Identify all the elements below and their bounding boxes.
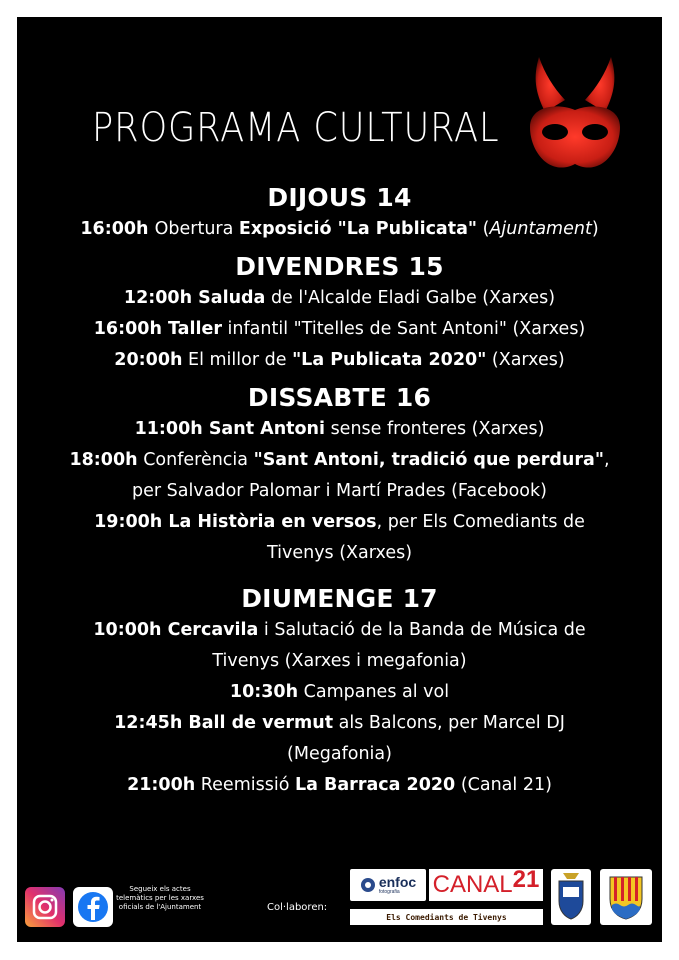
town-shield-icon [600, 869, 652, 925]
event-text: 21:00h [127, 775, 196, 795]
event-text: i Salutació de la Banda de Música de [258, 620, 586, 640]
event-line [17, 677, 662, 708]
event-text: 16:00h [80, 219, 155, 239]
event-text: 20:00h [114, 350, 183, 370]
day-block [17, 382, 662, 569]
event-text: 19:00h La Història en versos [94, 512, 377, 532]
event-line [17, 445, 662, 476]
event-line [17, 538, 662, 569]
event-text: Obertura [154, 219, 239, 239]
event-text: La Barraca 2020 [294, 775, 456, 795]
event-line [17, 345, 662, 376]
event-text: (Megafonia) [287, 744, 392, 764]
instagram-icon[interactable] [25, 887, 65, 927]
event-text: als Balcons, per Marcel DJ [333, 713, 565, 733]
day-heading: DIJOUS 14 [267, 183, 412, 212]
event-text: Tivenys (Xarxes) [266, 543, 413, 563]
event-text: infantil "Titelles de Sant Antoni" (Xarxes) [221, 319, 586, 339]
facebook-icon[interactable] [73, 887, 113, 927]
event-text: "Sant Antoni, tradició que perdura" [253, 450, 604, 470]
event-line [17, 739, 662, 770]
collab-label: Col·laboren: [267, 902, 328, 913]
event-line [17, 615, 662, 646]
event-text: , per Els Comediants de [376, 512, 585, 532]
music-band-seal-icon [551, 869, 591, 925]
event-text: 16:00h Taller [93, 319, 222, 339]
event-text: 10:00h Cercavila [93, 620, 259, 640]
event-text: sense fronteres (Xarxes) [325, 419, 545, 439]
event-text: "La Publicata 2020" [292, 350, 487, 370]
event-text: , [603, 450, 610, 470]
event-text: per Salvador Palomar i Martí Prades (Facebook) [132, 481, 547, 501]
follow-text: Segueix els actes telemàtics per les xarxes oficials de l'Ajuntament [116, 885, 204, 911]
event-line [17, 476, 662, 507]
event-text: 18:00h [69, 450, 138, 470]
event-line [17, 770, 662, 801]
event-text: 12:45h Ball de vermut [114, 713, 334, 733]
enfoc-name: enfoc [378, 874, 417, 890]
day-block [17, 583, 662, 801]
event-line [17, 507, 662, 538]
day-heading: DISSABTE 16 [247, 383, 432, 412]
event-text: El millor de [182, 350, 293, 370]
event-line [17, 314, 662, 345]
event-text: ( [477, 219, 490, 239]
day-heading: DIUMENGE 17 [241, 584, 438, 613]
event-text: 12:00h Saluda [123, 288, 266, 308]
event-text: 11:00h Sant Antoni [134, 419, 325, 439]
enfoc-logo [350, 869, 426, 901]
event-line [17, 214, 662, 245]
event-text: Conferència [137, 450, 254, 470]
enfoc-sub: fotografia [378, 889, 400, 895]
day-heading: DIVENDRES 15 [235, 252, 444, 281]
day-block [17, 182, 662, 245]
event-text: Exposició "La Publicata" [238, 219, 478, 239]
event-text: de l'Alcalde Eladi Galbe (Xarxes) [265, 288, 556, 308]
devil-mask-icon [525, 52, 625, 182]
day-block [17, 251, 662, 376]
event-text: Reemissió [195, 775, 295, 795]
poster [17, 17, 662, 942]
comediants-name: Els Comediants de Tivenys [386, 912, 507, 922]
event-line [17, 414, 662, 445]
event-text: (Xarxes) [486, 350, 565, 370]
program [17, 182, 662, 801]
camera-lens-icon [360, 877, 376, 893]
event-text: (Canal 21) [455, 775, 552, 795]
event-line [17, 283, 662, 314]
event-text: 10:30h [229, 682, 299, 702]
canal-name: CANAL [432, 871, 513, 898]
canal21-logo [429, 866, 543, 901]
event-text: Campanes al vol [298, 682, 450, 702]
canal-number: 21 [512, 866, 540, 893]
event-text: Tivenys (Xarxes i megafonia) [212, 651, 467, 671]
event-line [17, 708, 662, 739]
event-line [17, 646, 662, 677]
event-text: Ajuntament [489, 219, 592, 239]
comediants-logo [350, 909, 543, 925]
page-title: PROGRAMA CULTURAL [92, 105, 500, 151]
event-text: ) [591, 219, 599, 239]
